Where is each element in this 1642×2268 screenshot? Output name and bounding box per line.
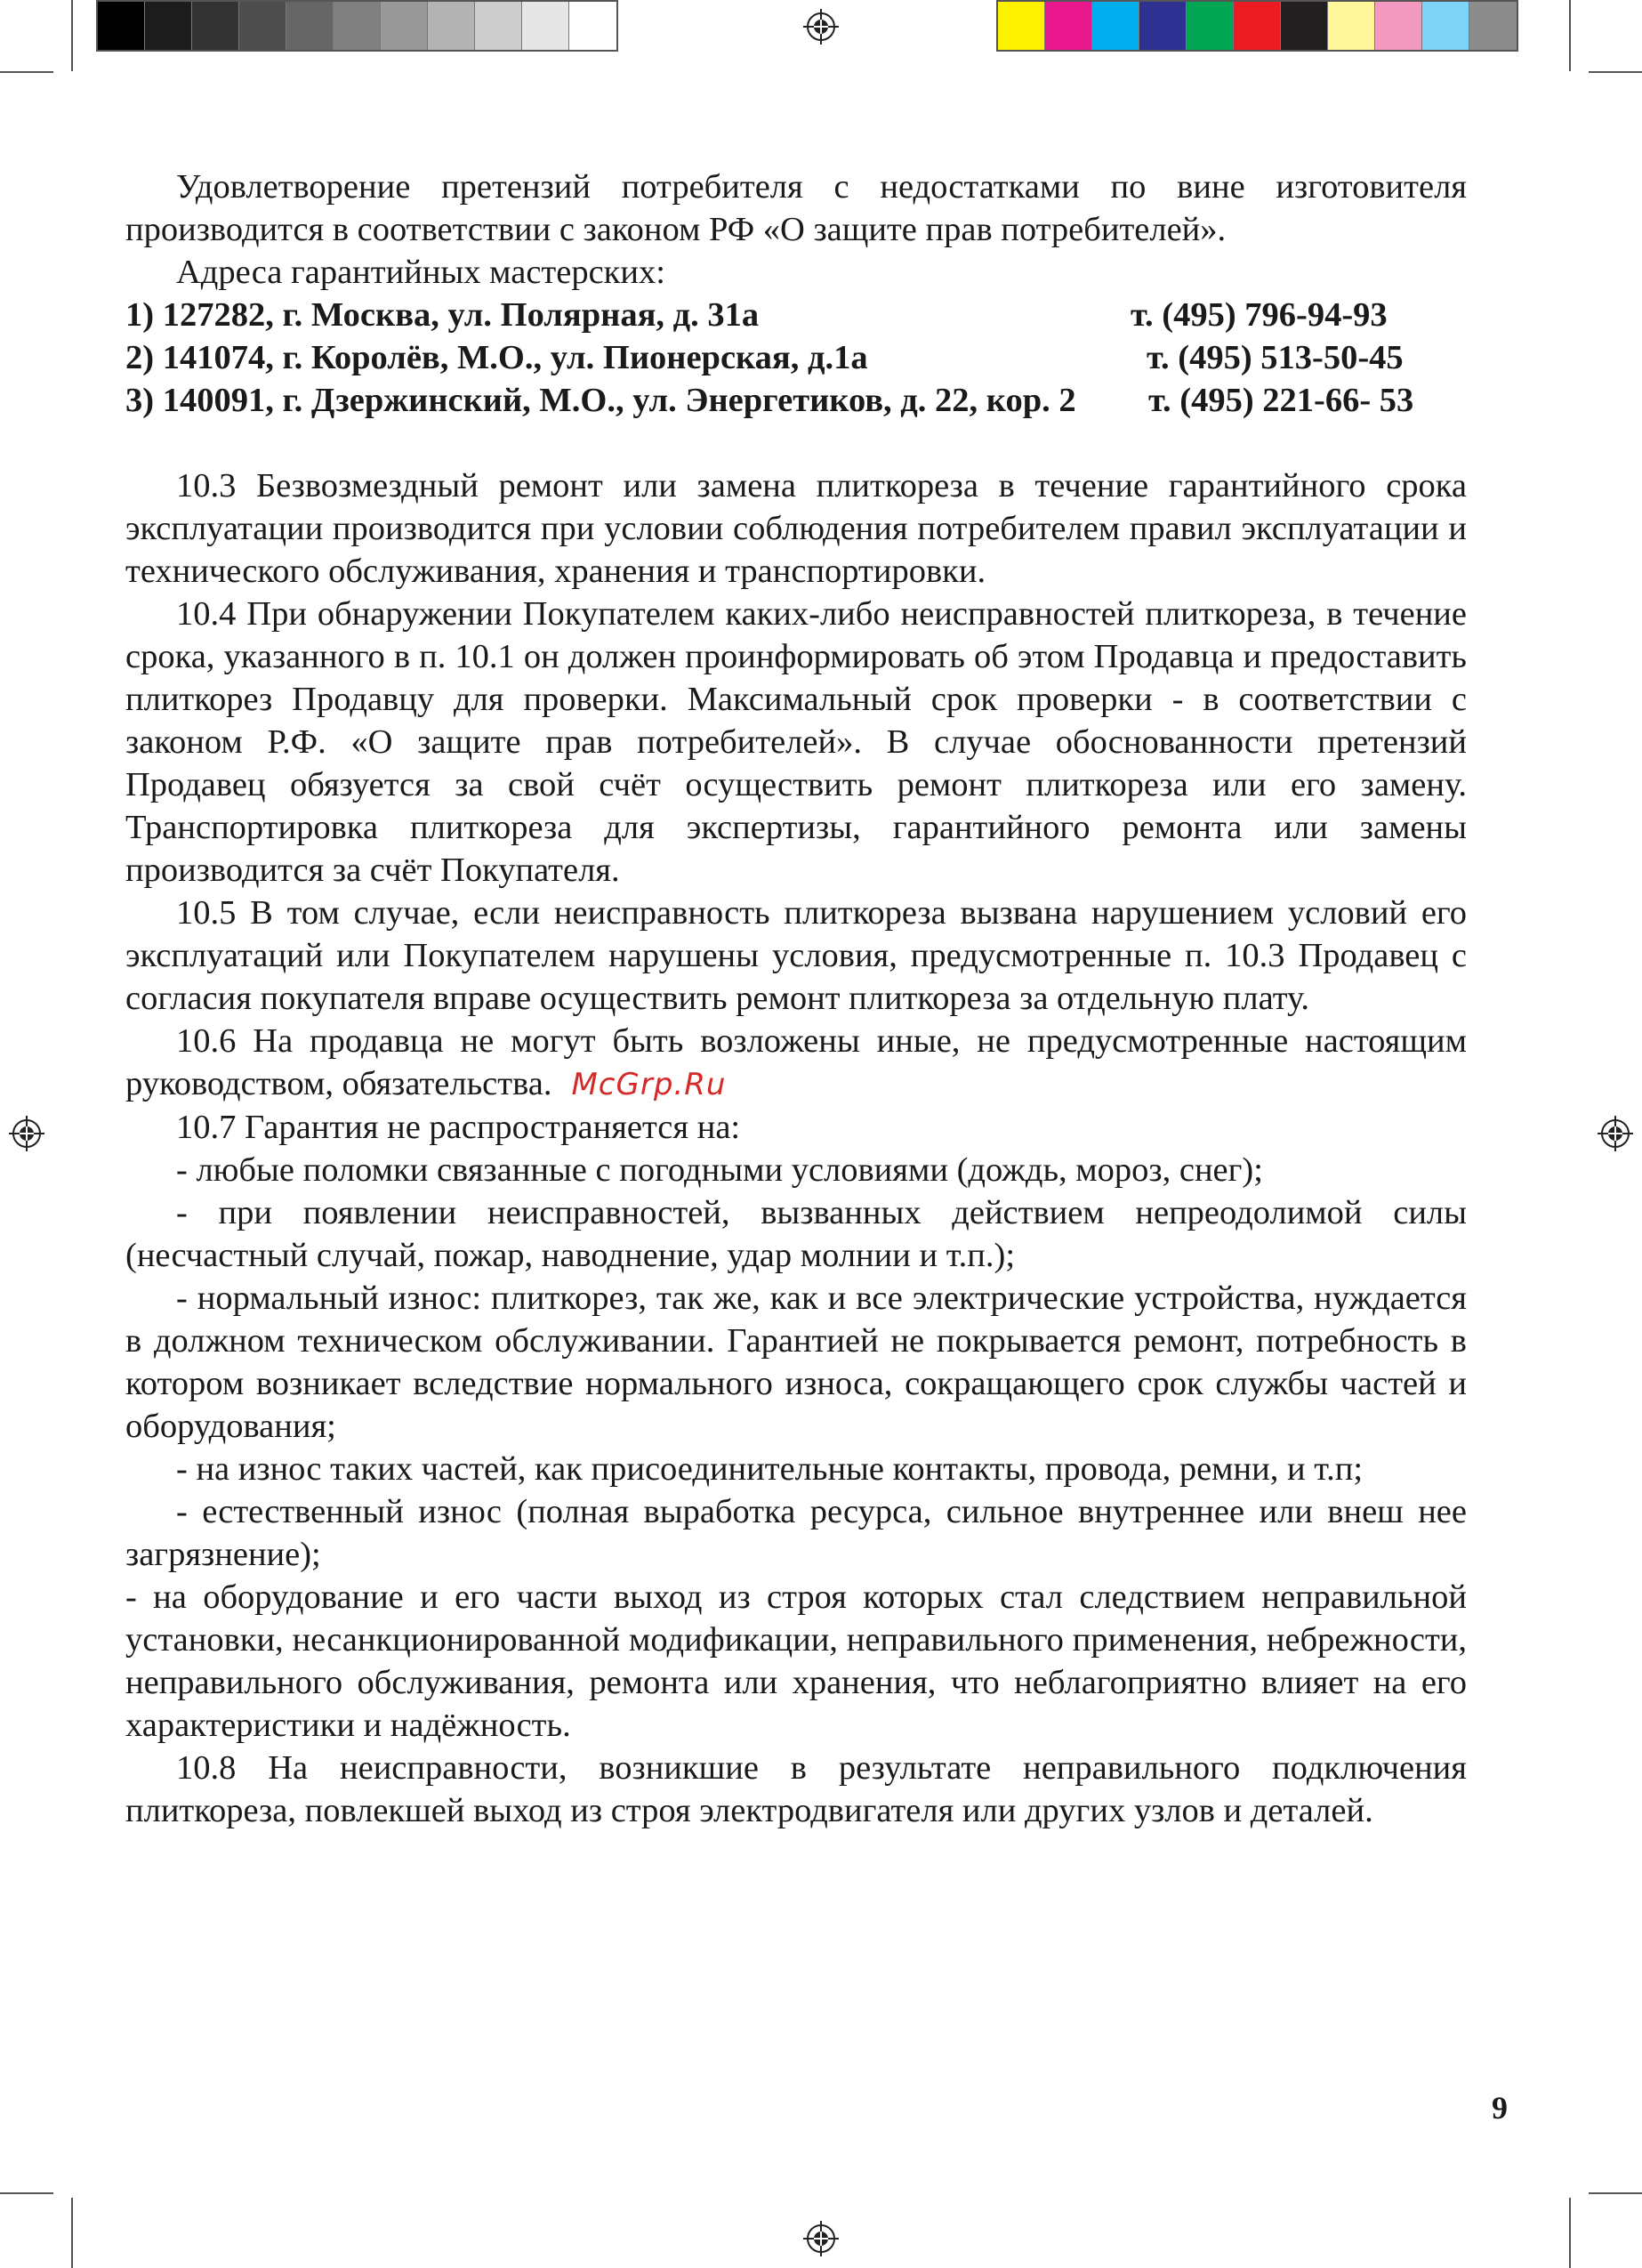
- color-swatch: [239, 2, 286, 50]
- color-swatch: [98, 2, 145, 50]
- crop-mark: [1589, 71, 1642, 73]
- list-item: - на износ таких частей, как присоединительные контакты, провода, ремни, и т.п;: [176, 1450, 1364, 1488]
- color-swatch: [1328, 2, 1375, 50]
- color-swatch: [192, 2, 239, 50]
- address-phone: т. (495) 513-50-45: [1147, 339, 1404, 376]
- crop-mark: [1569, 0, 1571, 71]
- registration-mark-icon: [803, 9, 839, 44]
- color-swatch: [381, 2, 428, 50]
- color-swatch: [569, 2, 616, 50]
- list-item: - естественный износ (полная выработка ресурса, сильное внутреннее или внеш нее загрязнение);: [125, 1493, 1467, 1573]
- paragraph-warranty-claims: Удовлетворение претензий потребителя с недостатками по вине изготовителя производится в соответствии с законом РФ «О защите прав потребителей».: [125, 168, 1467, 248]
- color-swatch: [1422, 2, 1469, 50]
- list-item: - любые поломки связанные с погодными условиями (дождь, мороз, снег);: [176, 1151, 1263, 1189]
- list-item: - на оборудование и его части выход из строя которых стал следствием неправильной установки, несанкционированной модификации, неправильного применения, небрежности, неправильного обслуживания, ремонта или хранения, что неблагоприятно влияет на его характеристики и надёжность.: [125, 1578, 1467, 1744]
- document-body: [125, 165, 1467, 1832]
- paragraph-10-5: 10.5 В том случае, если неисправность плиткореза вызвана нарушением условий его эксплуатаций или Покупателем нарушены условия, предусмотренные п. 10.3 Продавец с согласия покупателя вправе осуществить ремонт плиткореза за отдельную плату.: [125, 894, 1467, 1017]
- crop-mark: [0, 71, 53, 73]
- color-swatch: [428, 2, 475, 50]
- color-swatch: [522, 2, 569, 50]
- address-row: [125, 294, 1467, 336]
- color-swatch: [1092, 2, 1139, 50]
- crop-mark: [71, 2198, 73, 2268]
- color-swatch: [1469, 2, 1517, 50]
- list-item: - нормальный износ: плиткорез, так же, как и все электрические устройства, нуждается в должном техническом обслуживании. Гарантией не покрывается ремонт, потребность в котором возникает вследствие нормального износа, сокращающего срок службы частей и оборудования;: [125, 1279, 1467, 1445]
- paragraph-10-7: 10.7 Гарантия не распространяется на:: [176, 1109, 741, 1146]
- color-swatch: [334, 2, 381, 50]
- address-phone: т. (495) 796-94-93: [1131, 296, 1388, 334]
- registration-mark-icon: [1598, 1116, 1633, 1151]
- paragraph-10-6: [125, 1020, 1467, 1106]
- color-swatch: [286, 2, 334, 50]
- grayscale-calibration-bar: [96, 0, 618, 52]
- registration-mark-icon: [9, 1116, 44, 1151]
- list-item: - при появлении неисправностей, вызванных действием непреодолимой силы (несчастный случай, пожар, наводнение, удар молнии и т.п.);: [125, 1194, 1467, 1274]
- address-text: 2) 141074, г. Королёв, М.О., ул. Пионерская, д.1а: [125, 339, 868, 376]
- paragraph-10-4: 10.4 При обнаружении Покупателем каких-либо неисправностей плиткореза, в течение срока, указанного в п. 10.1 он должен проинформировать об этом Продавца и предоставить плиткорез Продавцу для проверки. Максимальный срок проверки - в соответствии с законом Р.Ф. «О защите прав потребителей». В случае обоснованности претензий Продавец обязуется за свой счёт осуществить ремонт плиткореза или его замену. Транспортировка плиткореза для экспертизы, гарантийного ремонта или замены производится за счёт Покупателя.: [125, 595, 1467, 889]
- color-swatch: [1375, 2, 1422, 50]
- address-row: [125, 336, 1467, 379]
- paragraph-10-3: 10.3 Безвозмездный ремонт или замена плиткореза в течение гарантийного срока эксплуатации производится при условии соблюдения потребителем правил эксплуатации и технического обслуживания, хранения и транспортировки.: [125, 467, 1467, 590]
- color-calibration-bar: [996, 0, 1518, 52]
- address-text: 1) 127282, г. Москва, ул. Полярная, д. 31а: [125, 296, 760, 334]
- paragraph-10-6-text: 10.6 На продавца не могут быть возложены иные, не предусмотренные настоящим руководством, обязательства.: [125, 1022, 1467, 1102]
- color-swatch: [1234, 2, 1281, 50]
- address-row: [125, 379, 1467, 422]
- color-swatch: [1045, 2, 1092, 50]
- crop-mark: [1589, 2192, 1642, 2194]
- crop-mark: [71, 0, 73, 71]
- color-swatch: [998, 2, 1045, 50]
- address-text: 3) 140091, г. Дзержинский, М.О., ул. Энергетиков, д. 22, кор. 2: [125, 382, 1076, 419]
- color-swatch: [1187, 2, 1234, 50]
- color-swatch: [475, 2, 522, 50]
- watermark-link[interactable]: McGrp.Ru: [571, 1067, 727, 1102]
- page-number: 9: [1492, 2090, 1508, 2126]
- registration-mark-icon: [803, 2221, 839, 2256]
- paragraph-10-8: 10.8 На неисправности, возникшие в результате неправильного подключения плиткореза, повлекшей выход из строя электродвигателя или других узлов и деталей.: [125, 1749, 1467, 1829]
- paragraph-workshop-heading: Адреса гарантийных мастерских:: [176, 254, 665, 291]
- color-swatch: [1139, 2, 1187, 50]
- color-swatch: [145, 2, 192, 50]
- crop-mark: [1569, 2198, 1571, 2268]
- crop-mark: [0, 2192, 53, 2194]
- color-swatch: [1281, 2, 1328, 50]
- address-phone: т. (495) 221-66- 53: [1148, 382, 1414, 419]
